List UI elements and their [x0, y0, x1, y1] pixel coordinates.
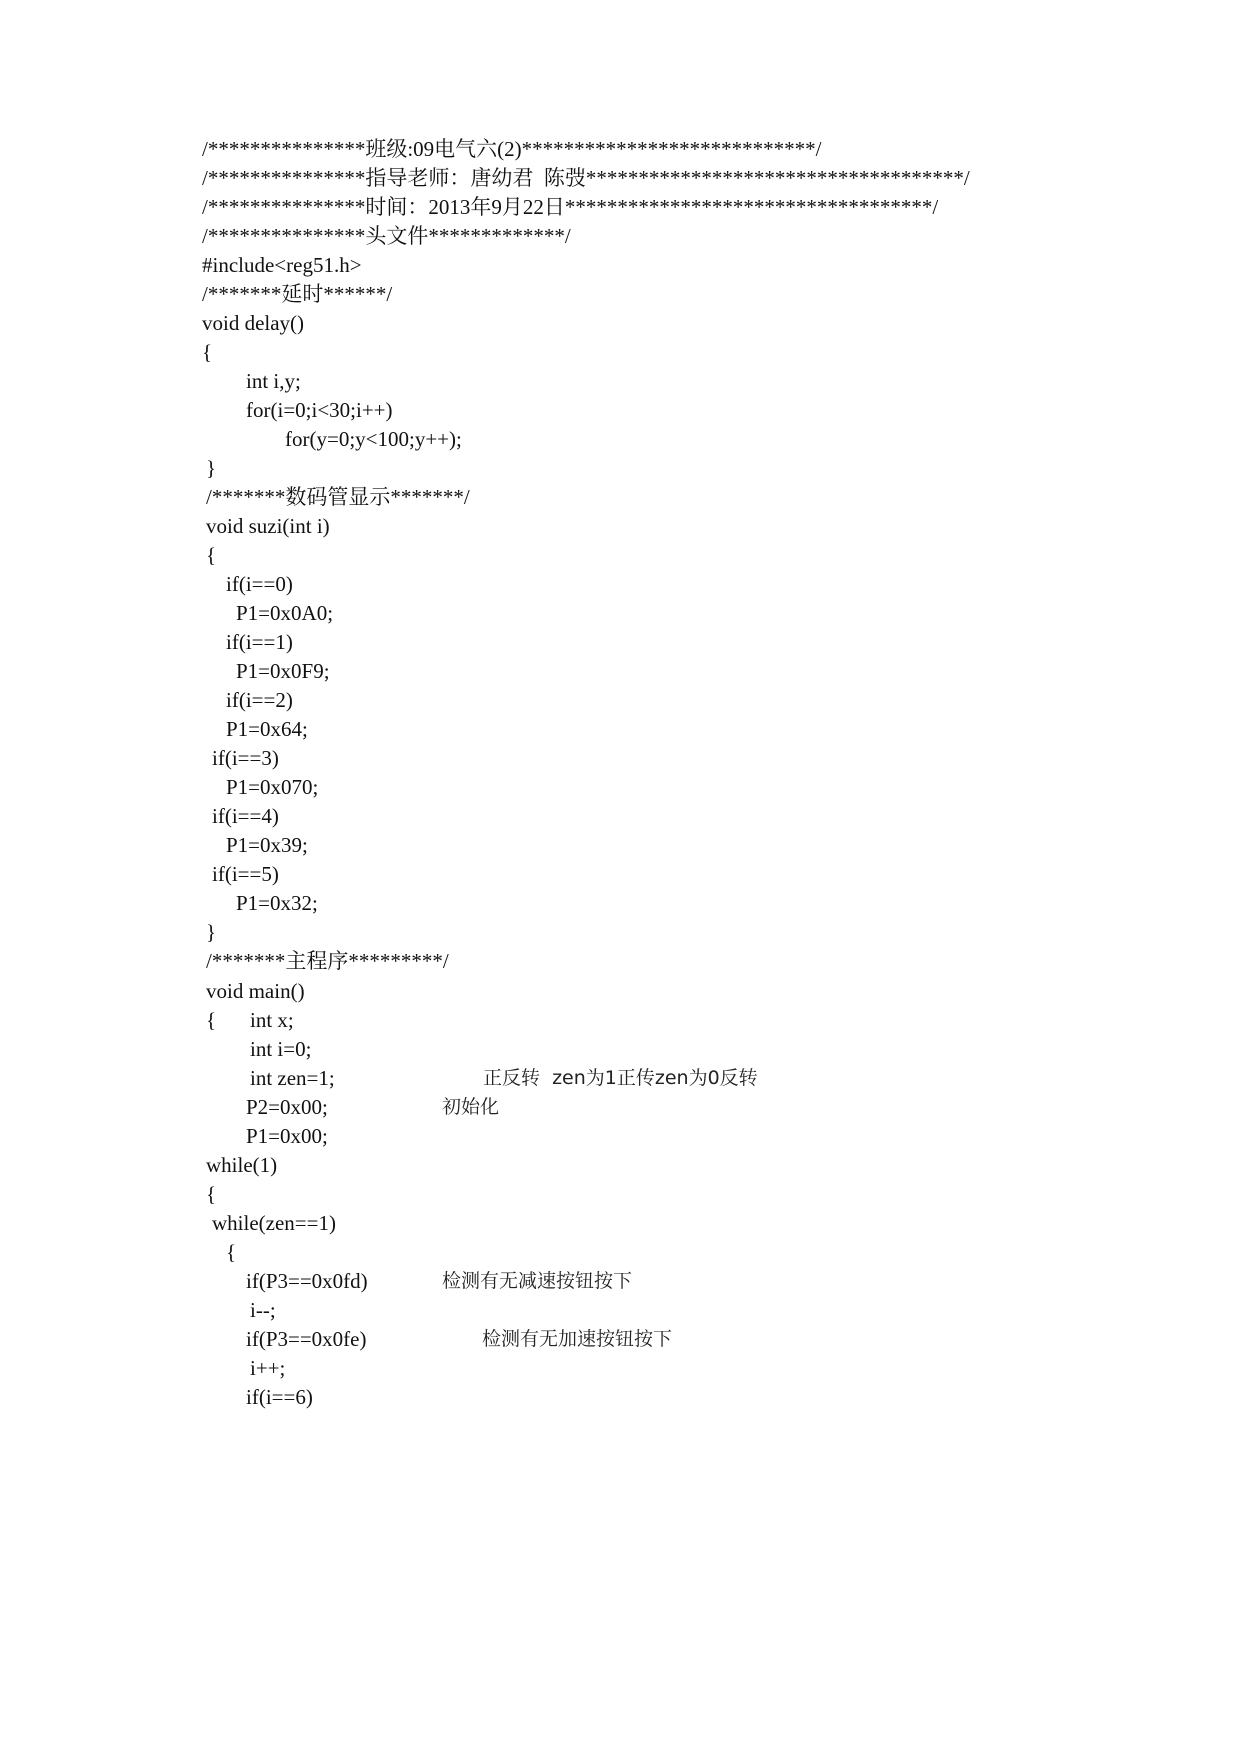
- code-line: P1=0x070;: [226, 775, 319, 799]
- code-annotation: 初始化: [442, 1096, 500, 1118]
- code-line: P1=0x64;: [226, 717, 308, 741]
- code-line: P1=0x00;: [246, 1124, 328, 1148]
- code-line: int x;: [250, 1008, 294, 1032]
- code-line: if(i==0): [226, 572, 293, 596]
- code-line: /*******数码管显示*******/: [206, 485, 470, 509]
- code-line: /*******延时******/: [202, 282, 393, 306]
- code-line: while(1): [206, 1153, 278, 1177]
- code-line: int i,y;: [246, 369, 301, 393]
- code-line: {: [206, 543, 217, 567]
- code-line: if(i==5): [212, 862, 279, 886]
- code-annotation: 检测有无减速按钮按下: [442, 1270, 633, 1292]
- code-line: #include<reg51.h>: [202, 253, 362, 277]
- code-line: if(i==3): [212, 746, 279, 770]
- code-line: int i=0;: [250, 1037, 312, 1061]
- code-line: for(i=0;i<30;i++): [246, 398, 393, 422]
- code-line: {: [226, 1240, 237, 1264]
- code-line: while(zen==1): [212, 1211, 336, 1235]
- code-line: /***************班级:09电气六(2)****************************/: [202, 137, 822, 161]
- code-line: if(P3==0x0fd): [246, 1269, 368, 1293]
- code-line: /***************头文件*************/: [202, 224, 571, 248]
- code-line: i--;: [250, 1298, 276, 1322]
- code-line: void main(): [206, 979, 305, 1003]
- code-line: if(i==1): [226, 630, 293, 654]
- code-line: void delay(): [202, 311, 305, 335]
- code-line: P1=0x32;: [236, 891, 318, 915]
- code-line: /***************指导老师：唐幼君 陈弢************************************/: [202, 166, 970, 190]
- code-line: P1=0x0F9;: [236, 659, 330, 683]
- code-line: void suzi(int i): [206, 514, 330, 538]
- code-line: if(i==4): [212, 804, 279, 828]
- code-line: }: [206, 920, 217, 944]
- code-annotation: 检测有无加速按钮按下: [482, 1328, 673, 1350]
- code-line: /*******主程序*********/: [206, 949, 449, 973]
- code-line: if(P3==0x0fe): [246, 1327, 367, 1351]
- code-line: {: [202, 340, 213, 364]
- code-line: {: [206, 1008, 217, 1032]
- code-line: {: [206, 1182, 217, 1206]
- code-line: if(i==2): [226, 688, 293, 712]
- code-line: P1=0x39;: [226, 833, 308, 857]
- code-line: }: [206, 456, 217, 480]
- code-line: P2=0x00;: [246, 1095, 328, 1119]
- code-line: if(i==6): [246, 1385, 313, 1409]
- code-line: int zen=1;: [250, 1066, 335, 1090]
- code-line: for(y=0;y<100;y++);: [285, 427, 462, 451]
- code-annotation: 正反转 zen为1正传zen为0反转: [483, 1067, 758, 1089]
- code-line: /***************时间：2013年9月22日***********************************/: [202, 195, 939, 219]
- code-line: i++;: [250, 1356, 286, 1380]
- code-line: P1=0x0A0;: [236, 601, 334, 625]
